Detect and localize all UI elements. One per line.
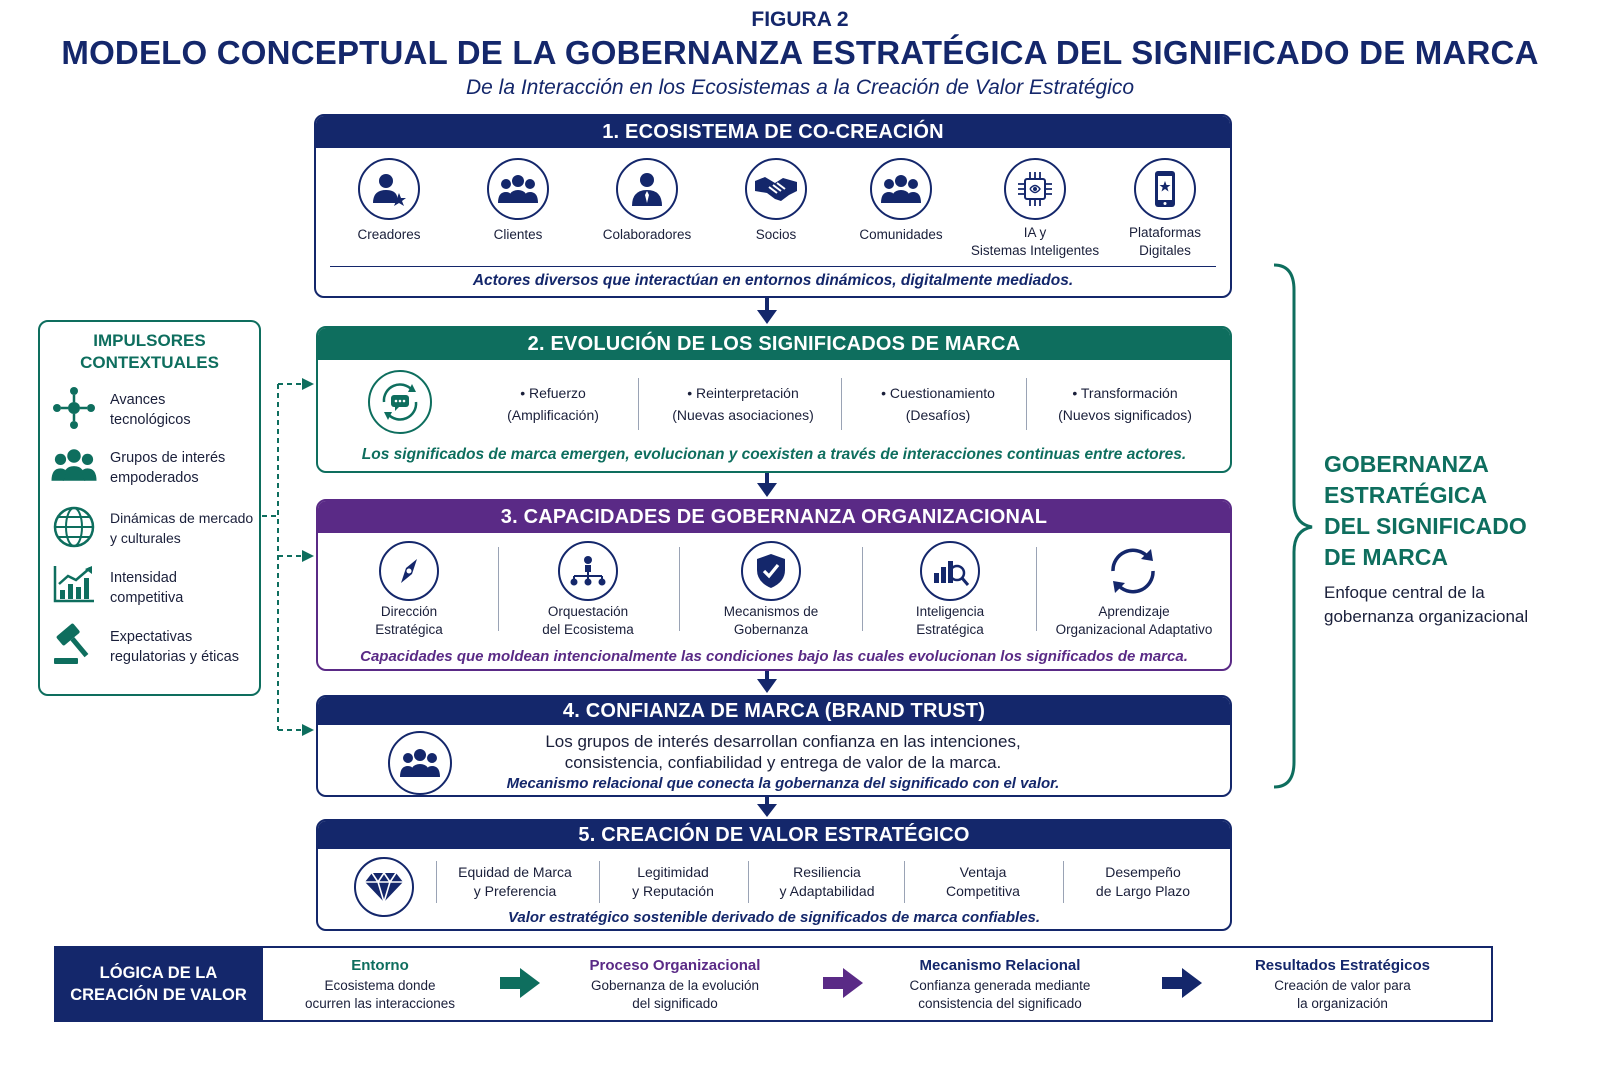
meaning-item-title: • Refuerzo [520, 385, 586, 401]
logic-step-title-process: Proceso Organizacional [589, 957, 761, 974]
analytics-search-icon [920, 541, 980, 601]
meaning-item-subtitle: (Nuevas asociaciones) [672, 407, 814, 423]
divider [862, 547, 863, 631]
contextual-drivers-title: IMPULSORES CONTEXTUALES [80, 331, 219, 372]
driver-label-stakeholders: Grupos de interés empoderados [110, 450, 226, 486]
drivers-connector [260, 370, 320, 740]
ai-chip-icon [1004, 158, 1066, 220]
trust-line-1: Los grupos de interés desarrollan confianza en las intenciones, [545, 732, 1021, 751]
clients-icon [487, 158, 549, 220]
section-ecosystem [314, 114, 1232, 298]
section-governance-capabilities-footer: Capacidades que moldean intencionalmente las condiciones bajo las cuales evolucionan los significados de marca. [360, 648, 1188, 665]
meaning-item-title: • Cuestionamiento [881, 385, 995, 401]
community-icon [870, 158, 932, 220]
driver-label-regulation: Expectativas regulatorias y éticas [110, 629, 239, 665]
meaning-item-title: • Transformación [1072, 385, 1178, 401]
actor-label-clients: Clientes [493, 227, 543, 242]
tech-network-icon [52, 386, 96, 435]
divider [1036, 547, 1037, 631]
logic-step-desc-results: Creación de valor para la organización [1274, 978, 1411, 1011]
section-meaning-evolution [316, 326, 1232, 473]
capability-label-intelligence: Inteligencia Estratégica [915, 604, 985, 637]
capability-label-orchestration: Orquestación del Ecosistema [542, 604, 634, 637]
divider [841, 378, 842, 430]
section-value-creation-footer: Valor estratégico sostenible derivado de significados de marca confiables. [507, 909, 1041, 926]
network-orchestration-icon [558, 541, 618, 601]
section-ecosystem-footer: Actores diversos que interactúan en entornos dinámicos, digitalmente mediados. [472, 272, 1074, 289]
section-value-creation [316, 819, 1232, 931]
meaning-item-reinforcement [488, 382, 618, 426]
driver-label-market: Dinámicas de mercado y culturales [110, 510, 254, 546]
creator-icon [358, 158, 420, 220]
stakeholder-groups-icon [50, 447, 98, 488]
logic-step-desc-mechanism: Confianza generada mediante consistencia del significado [909, 978, 1091, 1011]
actor-label-partners: Socios [755, 227, 797, 242]
actor-label-communities: Comunidades [859, 227, 943, 242]
logic-step-title-results: Resultados Estratégicos [1254, 957, 1431, 974]
governance-subtitle: Enfoque central de la gobernanza organizacional [1324, 583, 1529, 626]
divider [748, 861, 749, 903]
section-governance-capabilities [316, 499, 1232, 671]
trust-line-2: consistencia, confiabilidad y entrega de valor de la marca. [564, 753, 1002, 772]
logic-arrow-icon [1162, 966, 1204, 1000]
mobile-platform-icon [1134, 158, 1196, 220]
growth-chart-icon [52, 564, 96, 609]
page-title: MODELO CONCEPTUAL DE LA GOBERNANZA ESTRATÉGICA DEL SIGNIFICADO DE MARCA [61, 34, 1539, 71]
driver-label-technology: Avances tecnológicos [110, 392, 191, 428]
divider [436, 861, 437, 903]
divider [1026, 378, 1027, 430]
meaning-item-transformation [1040, 382, 1210, 426]
section-governance-capabilities-header: 3. CAPACIDADES DE GOBERNANZA ORGANIZACIONAL [318, 501, 1230, 533]
governance-title: GOBERNANZA ESTRATÉGICA DEL SIGNIFICADO DE MARCA [1324, 451, 1527, 570]
divider [904, 861, 905, 903]
flow-arrow-down [755, 473, 779, 499]
section-brand-trust-footer: Mecanismo relacional que conecta la gobernanza del significado con el valor. [506, 775, 1060, 792]
trust-description [468, 731, 1098, 773]
value-logic-header: LÓGICA DE LA CREACIÓN DE VALOR [54, 946, 263, 1022]
logic-step-title-mechanism: Mecanismo Relacional [919, 957, 1081, 974]
capability-label-mechanisms: Mecanismos de Gobernanza [723, 604, 819, 637]
divider [599, 861, 600, 903]
divider [638, 378, 639, 430]
meaning-item-questioning [863, 382, 1013, 426]
meaning-item-title: • Reinterpretación [687, 385, 799, 401]
capability-label-learning: Aprendizaje Organizacional Adaptativo [1055, 604, 1213, 637]
actor-label-platforms: Plataformas Digitales [1128, 225, 1202, 258]
logic-step-desc-environment: Ecosistema donde ocurren las interacciones [304, 978, 456, 1011]
actor-label-ai: IA y Sistemas Inteligentes [970, 225, 1100, 258]
stakeholders-icon [388, 731, 452, 795]
actor-label-collaborators: Colaboradores [602, 227, 692, 242]
divider [679, 547, 680, 631]
section-ecosystem-header: 1. ECOSISTEMA DE CO-CREACIÓN [316, 116, 1230, 148]
collaborator-icon [616, 158, 678, 220]
diamond-icon [354, 857, 414, 917]
value-label-legitimacy: Legitimidad y Reputación [632, 864, 714, 899]
value-label-advantage: Ventaja Competitiva [946, 864, 1020, 899]
logic-step-desc-process: Gobernanza de la evolución del significado [590, 978, 760, 1011]
driver-label-competition: Intensidad competitiva [110, 570, 184, 606]
divider [1063, 861, 1064, 903]
section-meaning-evolution-header: 2. EVOLUCIÓN DE LOS SIGNIFICADOS DE MARCA [318, 328, 1230, 360]
section-meaning-evolution-footer: Los significados de marca emergen, evolucionan y coexisten a través de interacciones continuas entre actores. [361, 446, 1187, 463]
page-subtitle: De la Interacción en los Ecosistemas a la Creación de Valor Estratégico [465, 76, 1135, 99]
meaning-item-subtitle: (Nuevos significados) [1058, 407, 1192, 423]
divider [498, 547, 499, 631]
value-label-performance: Desempeño de Largo Plazo [1095, 864, 1191, 899]
value-label-equity: Equidad de Marca y Preferencia [458, 864, 572, 899]
flow-arrow-down [755, 298, 779, 326]
divider [330, 266, 1216, 267]
flow-arrow-down [755, 671, 779, 695]
chat-cycle-icon [368, 370, 432, 434]
meaning-item-reinterpretation [658, 382, 828, 426]
logic-arrow-icon [500, 966, 542, 1000]
logic-arrow-icon [823, 966, 865, 1000]
flow-arrow-down [755, 797, 779, 819]
logic-step-title-environment: Entorno [351, 957, 409, 974]
meaning-item-subtitle: (Amplificación) [507, 407, 599, 423]
value-label-resilience: Resiliencia y Adaptabilidad [779, 864, 875, 899]
capability-label-direction: Dirección Estratégica [375, 604, 443, 637]
actor-label-creators: Creadores [357, 227, 421, 242]
section-brand-trust-header: 4. CONFIANZA DE MARCA (BRAND TRUST) [318, 697, 1230, 725]
compass-icon [379, 541, 439, 601]
section-brand-trust [316, 695, 1232, 797]
cycle-arrows-icon [1103, 541, 1163, 601]
globe-icon [52, 505, 96, 554]
meaning-item-subtitle: (Desafíos) [905, 407, 971, 423]
handshake-icon [745, 158, 807, 220]
governance-brace [1268, 262, 1318, 792]
section-value-creation-header: 5. CREACIÓN DE VALOR ESTRATÉGICO [318, 821, 1230, 849]
figure-label: FIGURA 2 [751, 8, 849, 31]
shield-check-icon [741, 541, 801, 601]
gavel-icon [50, 620, 98, 671]
